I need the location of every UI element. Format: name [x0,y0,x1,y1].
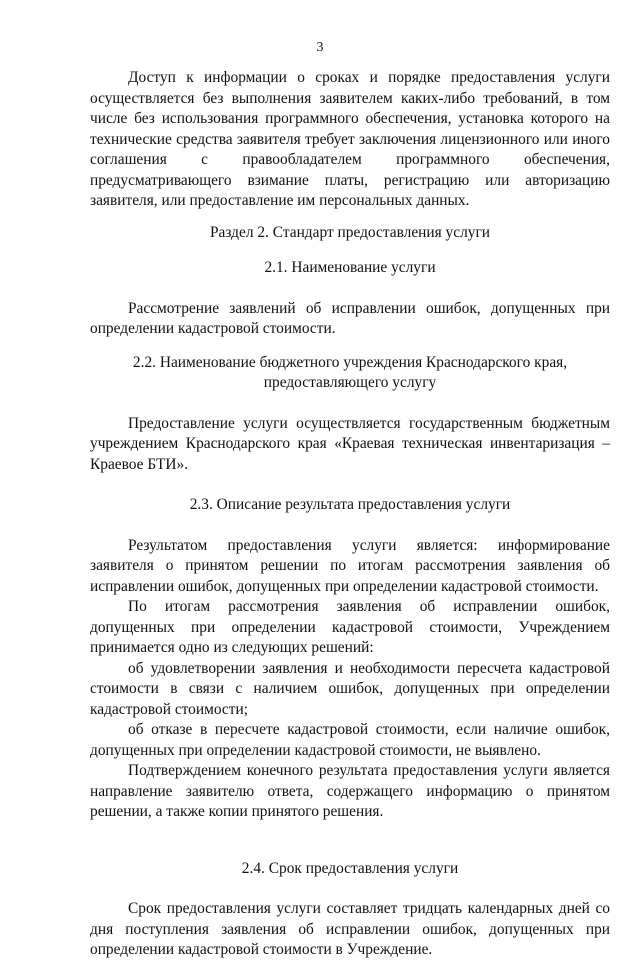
section-2-title: Раздел 2. Стандарт предоставления услуги [209,223,490,241]
paragraph-access-info: Доступ к информации о сроках и порядке предоставления услуги осуществляется без выполнения заявителем каких-либо требований, в том числе без использования программного обеспечения, установка которого на технические средства заявителя требует заключения лицензионного или иного соглашения с правообладателем программного обеспечения, предусматривающего взимание платы, регистрацию или авторизацию заявителя, или предоставление им персональных данных. [90,69,610,209]
subsection-2-1-text: Рассмотрение заявлений об исправлении ошибок, допущенных при определении кадастровой стоимости. [90,299,610,337]
document-body [90,68,610,961]
subsection-2-3-paragraph-5: Подтверждением конечного результата предоставления услуги является направление заявителю ответа, содержащего информацию о принятом решении, а также копии принятого решения. [90,762,610,820]
subsection-2-2-title-line1: 2.2. Наименование бюджетного учреждения Краснодарского края, [132,353,568,371]
subsection-2-1-title: 2.1. Наименование услуги [264,259,436,276]
subsection-2-3-paragraph-1: Результатом предоставления услуги является: информирование заявителя о принятом решении по итогам рассмотрения заявления об исправлении ошибок, допущенных при определении кадастровой стоимости. [90,536,610,595]
subsection-2-2-title [90,353,610,394]
subsection-2-4-title: 2.4. Срок предоставления услуги [241,859,459,877]
subsection-2-3-paragraph-3: об удовлетворении заявления и необходимости пересчета кадастровой стоимости в связи с наличием ошибок, допущенных при определении кадастровой стоимости; [90,659,610,718]
subsection-2-2-title-line2: предоставляющего услугу [263,374,437,391]
subsection-2-4-text: Срок предоставления услуги составляет тридцать календарных дней со дня поступления заявления об исправлении ошибок, допущенных при определении кадастровой стоимости в Учреждение. [90,900,610,958]
subsection-2-3-title: 2.3. Описание результата предоставления услуги [189,496,511,513]
subsection-2-3-paragraph-2: По итогам рассмотрения заявления об исправлении ошибок, допущенных при определении кадастровой стоимости, Учреждением принимается одно из следующих решений: [90,598,610,656]
subsection-2-3-paragraph-4: об отказе в пересчете кадастровой стоимости, если наличие ошибок, допущенных при определении кадастровой стоимости, не выявлено. [90,721,610,759]
page-number: 3 [316,40,324,55]
subsection-2-2-text: Предоставление услуги осуществляется государственным бюджетным учреждением Краснодарского края «Краевая техническая инвентаризация – Краевое БТИ». [90,414,610,473]
